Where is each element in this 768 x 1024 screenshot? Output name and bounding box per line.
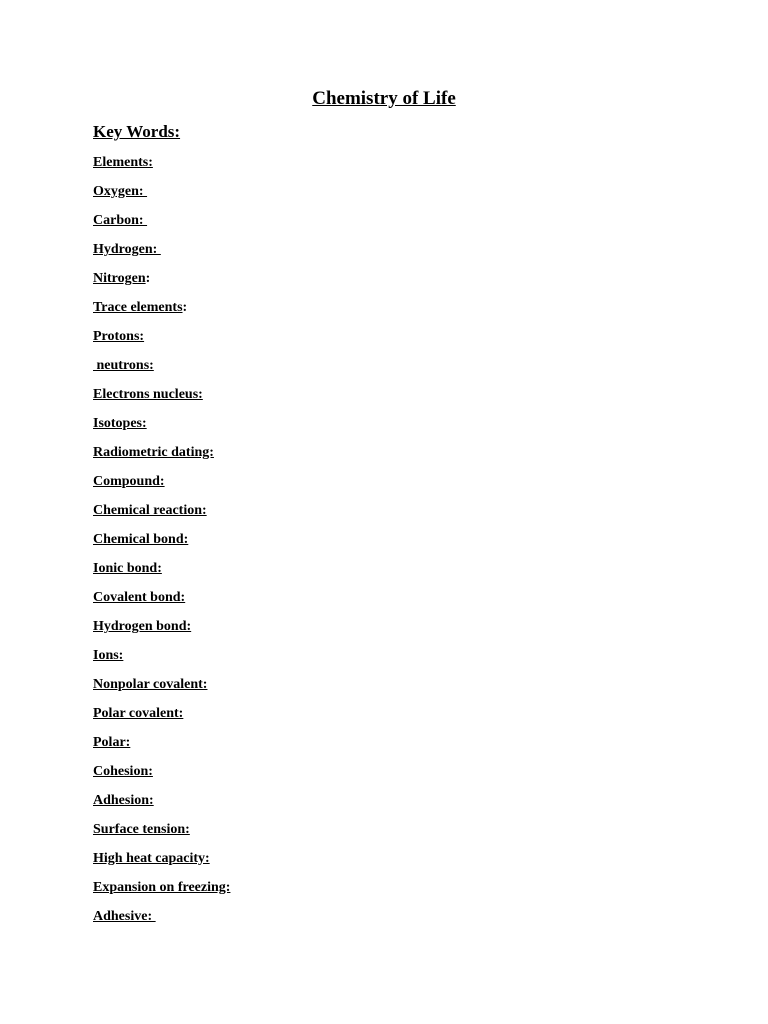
term-label: Cohesion:	[93, 764, 153, 779]
term-label: High heat capacity:	[93, 851, 210, 866]
term-label: Polar covalent:	[93, 706, 184, 721]
term-item-high-heat-capacity	[93, 849, 230, 878]
term-suffix: :	[145, 271, 151, 286]
term-item-neutrons	[93, 356, 230, 385]
term-label: Protons:	[93, 329, 145, 344]
page-title: Chemistry of Life	[312, 88, 456, 109]
term-label: Nonpolar covalent:	[93, 677, 208, 692]
term-item-covalent-bond	[93, 588, 230, 617]
term-item-ionic-bond	[93, 559, 230, 588]
term-item-nitrogen	[93, 269, 230, 298]
term-item-hydrogen-bond	[93, 617, 230, 646]
term-item-elements	[93, 153, 230, 182]
term-label: Chemical reaction:	[93, 503, 207, 518]
term-label: Hydrogen bond:	[93, 619, 192, 634]
term-item-isotopes	[93, 414, 230, 443]
term-item-chemical-reaction	[93, 501, 230, 530]
term-item-expansion-on-freezing	[93, 878, 230, 907]
term-item-trace-elements	[93, 298, 230, 327]
term-label: Carbon:	[93, 213, 148, 228]
term-item-radiometric-dating	[93, 443, 230, 472]
term-item-polar-covalent	[93, 704, 230, 733]
term-item-chemical-bond	[93, 530, 230, 559]
term-label: Adhesive:	[93, 909, 156, 924]
term-label: Elements:	[93, 155, 153, 170]
term-label: Hydrogen:	[93, 242, 161, 257]
term-item-adhesive	[93, 907, 230, 936]
term-label: Chemical bond:	[93, 532, 189, 547]
term-item-adhesion	[93, 791, 230, 820]
term-label: Covalent bond:	[93, 590, 186, 605]
term-item-carbon	[93, 211, 230, 240]
term-item-electrons-nucleus	[93, 385, 230, 414]
term-label: Ionic bond:	[93, 561, 162, 576]
term-label: Trace elements	[93, 300, 183, 315]
term-item-cohesion	[93, 762, 230, 791]
term-item-hydrogen	[93, 240, 230, 269]
term-label: Electrons nucleus:	[93, 387, 203, 402]
term-label: neutrons:	[93, 358, 154, 373]
term-suffix: :	[182, 300, 188, 315]
term-label: Surface tension:	[93, 822, 190, 837]
term-label: Compound:	[93, 474, 165, 489]
term-label: Oxygen:	[93, 184, 148, 199]
term-item-compound	[93, 472, 230, 501]
term-item-ions	[93, 646, 230, 675]
term-label: Nitrogen	[93, 271, 146, 286]
section-heading-key-words: Key Words:	[93, 122, 181, 141]
term-item-polar	[93, 733, 230, 762]
term-label: Ions:	[93, 648, 124, 663]
term-label: Isotopes:	[93, 416, 147, 431]
term-label: Radiometric dating:	[93, 445, 214, 460]
term-item-oxygen	[93, 182, 230, 211]
term-label: Polar:	[93, 735, 131, 750]
term-label: Expansion on freezing:	[93, 880, 231, 895]
key-words-list	[93, 153, 230, 936]
term-label: Adhesion:	[93, 793, 154, 808]
term-item-protons	[93, 327, 230, 356]
term-item-surface-tension	[93, 820, 230, 849]
term-item-nonpolar-covalent	[93, 675, 230, 704]
